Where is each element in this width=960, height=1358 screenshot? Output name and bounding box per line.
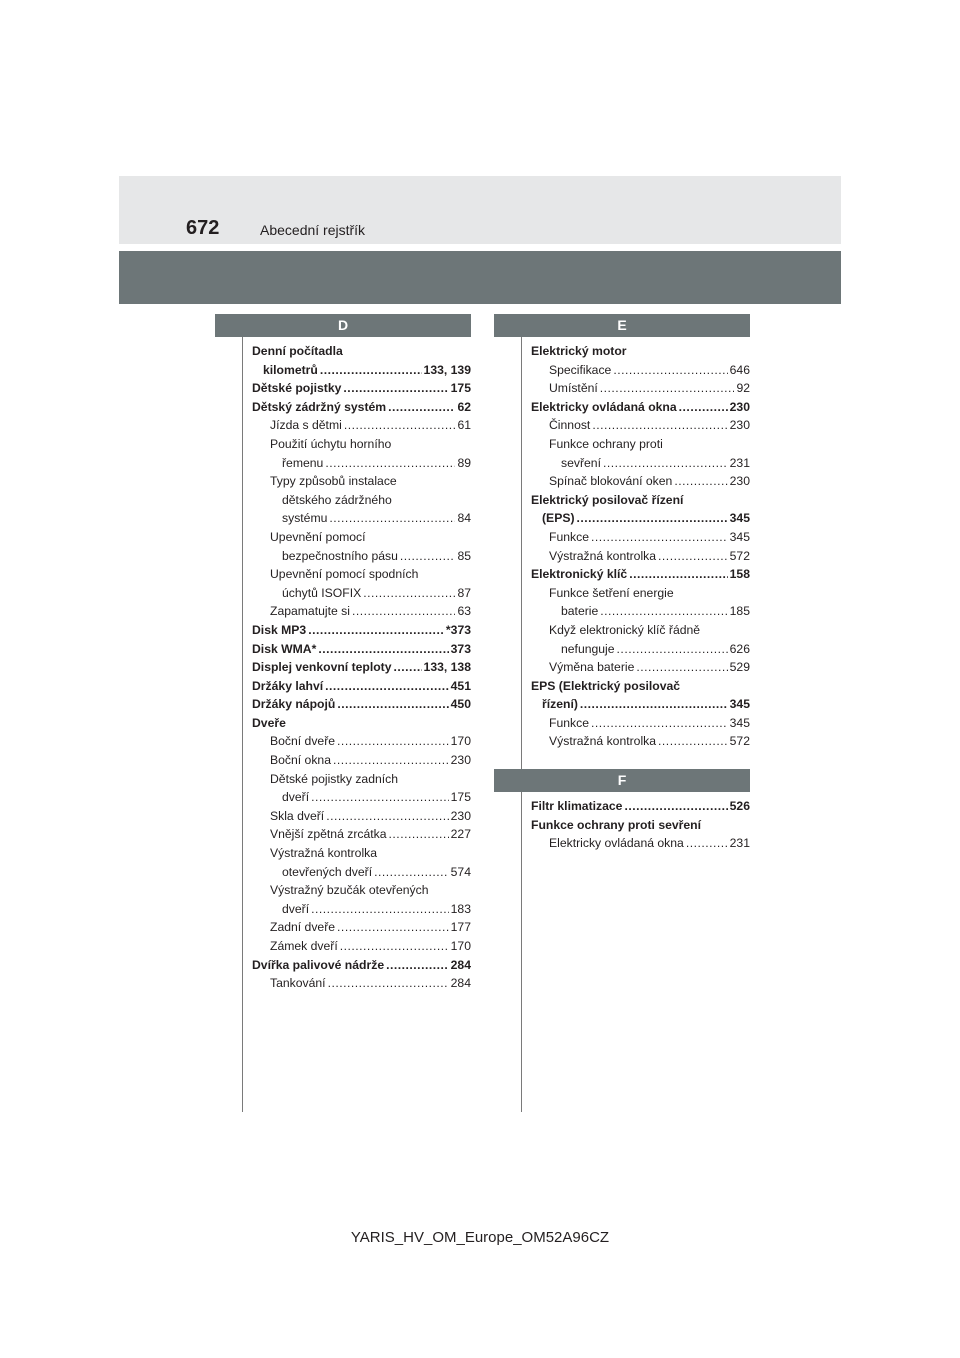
index-entry-page: 345 — [729, 511, 750, 526]
index-entry — [531, 379, 750, 398]
index-entry — [252, 881, 471, 900]
index-entry-text: Funkce ochrany proti sevření — [531, 817, 702, 832]
index-entry-text: Funkce šetření energie — [549, 585, 674, 600]
index-entry-page: 170 — [450, 734, 471, 749]
index-entry-page: 572 — [729, 548, 750, 563]
leader-dots — [318, 640, 448, 659]
index-column-left — [215, 314, 471, 993]
leader-dots — [400, 547, 456, 566]
index-entry-text: Zapamatujte si — [270, 604, 350, 619]
index-entry-page: 574 — [450, 864, 471, 879]
index-entry — [252, 602, 471, 621]
index-entry — [531, 797, 750, 816]
index-entry-text: systému — [282, 511, 328, 526]
index-entry-text: řízení) — [542, 697, 578, 712]
index-entry — [531, 342, 750, 361]
index-entry-page: 284 — [450, 957, 471, 972]
index-entry — [252, 677, 471, 696]
index-entry-text: Boční okna — [270, 753, 331, 768]
index-entry-text: Skla dveří — [270, 808, 325, 823]
index-entry-page: 92 — [736, 381, 750, 396]
index-entry-page: 231 — [729, 455, 750, 470]
index-entry — [252, 714, 471, 733]
index-entry — [531, 732, 750, 751]
index-entry-page: 230 — [450, 808, 471, 823]
index-entry-page: 61 — [457, 418, 471, 433]
index-entry — [252, 751, 471, 770]
index-entry-text: Dětské pojistky zadních — [270, 771, 399, 786]
index-entry-text: Výstražná kontrolka — [270, 846, 378, 861]
index-entry-text: Výstražná kontrolka — [549, 734, 657, 749]
leader-dots — [363, 584, 455, 603]
index-entry — [252, 770, 471, 789]
index-entry-page: 230 — [729, 474, 750, 489]
leader-dots — [344, 416, 456, 435]
index-entry-text: Upevnění pomocí spodních — [270, 567, 419, 582]
index-entry-page: 87 — [457, 585, 471, 600]
index-entry-page: 177 — [450, 920, 471, 935]
index-entry-text: Elektricky ovládaná okna — [531, 399, 677, 414]
index-entry — [252, 640, 471, 659]
index-entry-text: Elektrický motor — [531, 344, 627, 358]
index-entry-text: Zadní dveře — [270, 920, 336, 935]
index-entry — [252, 528, 471, 547]
index-entry — [252, 863, 471, 882]
index-entry-text: Držáky lahví — [252, 678, 324, 693]
leader-dots — [308, 621, 444, 640]
leader-dots — [311, 788, 449, 807]
index-entry-text: Tankování — [270, 976, 326, 991]
index-entries-f — [494, 792, 750, 853]
index-entry — [252, 918, 471, 937]
index-entry-page: 158 — [729, 567, 750, 582]
leader-dots — [577, 509, 728, 528]
leader-dots — [617, 640, 728, 659]
index-entry-page: 62 — [457, 399, 471, 414]
index-column-right — [494, 314, 750, 853]
index-entry-text: dětského zádržného — [282, 492, 392, 507]
index-entry-text: Výstražný bzučák otevřených — [270, 883, 429, 898]
leader-dots — [591, 714, 728, 733]
index-entry-page: 451 — [450, 678, 471, 693]
index-entry-text: Filtr klimatizace — [531, 799, 623, 814]
index-entry — [252, 454, 471, 473]
index-entry-text: Držáky nápojů — [252, 697, 336, 712]
index-entry-page: 284 — [450, 976, 471, 991]
index-entry — [252, 844, 471, 863]
leader-dots — [580, 695, 728, 714]
index-entry-text: Umístění — [549, 381, 598, 396]
index-entry-page: 133, 138 — [423, 660, 471, 675]
index-entry-text: Když elektronický klíč řádně — [549, 622, 701, 637]
index-entry — [531, 834, 750, 853]
leader-dots — [386, 956, 449, 975]
index-entry — [531, 602, 750, 621]
index-entry — [531, 640, 750, 659]
index-entry-page: 227 — [450, 827, 471, 842]
leader-dots — [326, 807, 448, 826]
index-entry-text: Vnější zpětná zrcátka — [270, 827, 387, 842]
index-entry-text: Specifikace — [549, 362, 612, 377]
leader-dots — [600, 602, 727, 621]
leader-dots — [337, 695, 448, 714]
leader-dots — [600, 379, 735, 398]
index-entry — [252, 658, 471, 677]
leader-dots — [329, 509, 455, 528]
index-entry-text: Výměna baterie — [549, 660, 635, 675]
letter-heading-d: D — [215, 314, 471, 337]
index-entry — [252, 361, 471, 380]
index-entry-text: EPS (Elektrický posilovač — [531, 678, 681, 693]
index-entry — [252, 937, 471, 956]
leader-dots — [658, 732, 728, 751]
index-entry — [252, 621, 471, 640]
index-entry — [531, 435, 750, 454]
leader-dots — [674, 472, 727, 491]
index-entry-text: Dětské pojistky — [252, 381, 342, 396]
index-entry-text: nefunguje — [561, 641, 615, 656]
index-entry — [252, 379, 471, 398]
index-entry — [531, 565, 750, 584]
page-title: Abecední rejstřík — [260, 222, 366, 238]
index-entry-page: 450 — [450, 697, 471, 712]
leader-dots — [679, 398, 728, 417]
index-entry-page: 170 — [450, 939, 471, 953]
leader-dots — [603, 454, 728, 473]
leader-dots — [636, 658, 727, 677]
index-entry-text: Elektricky ovládaná okna — [549, 836, 684, 851]
index-entry-page: 345 — [729, 697, 750, 712]
index-entry-page: 175 — [450, 790, 471, 805]
index-entry-text: Denní počítadla — [252, 344, 343, 358]
index-entry-text: Funkce — [549, 715, 589, 730]
index-entry-page: 345 — [729, 715, 750, 730]
index-entry-text: úchytů ISOFIX — [282, 585, 362, 600]
index-entry-text: Dvířka palivové nádrže — [252, 957, 385, 972]
leader-dots — [320, 361, 422, 380]
index-entry — [531, 695, 750, 714]
index-entry-text: Dětský zádržný systém — [252, 399, 387, 414]
index-entry — [531, 714, 750, 733]
index-entry-text: bezpečnostního pásu — [282, 548, 398, 563]
leader-dots — [333, 751, 449, 770]
index-entry-text: Boční dveře — [270, 734, 336, 749]
index-entry-text: Elektrický posilovač řízení — [531, 492, 684, 507]
index-entries-e — [494, 337, 750, 751]
index-entry-text: Spínač blokování oken — [549, 474, 673, 489]
index-entry-page: 529 — [729, 660, 750, 675]
index-entry-text: baterie — [561, 604, 599, 619]
index-entry — [531, 472, 750, 491]
index-entry-text: Displej venkovní teploty — [252, 660, 392, 675]
index-entry-page: 183 — [450, 901, 471, 916]
index-entry — [252, 974, 471, 993]
index-entry-page: 85 — [457, 548, 471, 563]
index-entry-page: 84 — [457, 511, 471, 526]
index-entry-page: 231 — [729, 836, 750, 851]
index-entry — [531, 398, 750, 417]
leader-dots — [340, 937, 449, 956]
index-entry — [252, 547, 471, 566]
index-entry-page: 230 — [729, 399, 750, 414]
leader-dots — [629, 565, 727, 584]
leader-dots — [343, 379, 448, 398]
leader-dots — [325, 454, 455, 473]
index-entry-page: 175 — [450, 381, 471, 396]
index-entry-page: 572 — [729, 734, 750, 749]
index-entry-text: Disk WMA* — [252, 641, 317, 656]
index-entry-text: kilometrů — [263, 362, 318, 377]
index-entry-page: 185 — [729, 604, 750, 619]
index-entry — [252, 695, 471, 714]
index-entries-d — [215, 337, 471, 993]
index-entry-page: *373 — [445, 622, 471, 637]
index-entry — [252, 900, 471, 919]
index-entry — [531, 491, 750, 510]
index-entry — [252, 472, 471, 491]
index-entry-text: sevření — [561, 455, 601, 470]
index-entry — [252, 435, 471, 454]
index-entry — [531, 621, 750, 640]
index-entry-page: 373 — [450, 641, 471, 656]
leader-dots — [592, 416, 727, 435]
leader-dots — [686, 834, 728, 853]
index-entry — [531, 454, 750, 473]
index-entry — [531, 528, 750, 547]
index-entry-page: 526 — [729, 799, 750, 814]
index-entry-text: Funkce ochrany proti — [549, 436, 663, 451]
index-entry-text: Zámek dveří — [270, 939, 338, 953]
index-entry — [252, 788, 471, 807]
index-entry — [252, 732, 471, 751]
header-dark-band — [119, 251, 841, 304]
index-entry-text: Disk MP3 — [252, 622, 307, 637]
index-entry — [252, 956, 471, 975]
index-entry-page: 646 — [729, 362, 750, 377]
leader-dots — [352, 602, 456, 621]
index-entry — [531, 816, 750, 835]
index-entry — [531, 677, 750, 696]
leader-dots — [394, 658, 422, 677]
index-entry — [252, 565, 471, 584]
letter-heading-f: F — [494, 769, 750, 792]
index-entry-text: Výstražná kontrolka — [549, 548, 657, 563]
index-entry-text: otevřených dveří — [282, 864, 373, 879]
index-entry — [531, 509, 750, 528]
index-entry-page: 133, 139 — [423, 362, 471, 377]
index-entry-text: Činnost — [549, 418, 591, 433]
document-code: YARIS_HV_OM_Europe_OM52A96CZ — [350, 1229, 610, 1246]
index-entry — [531, 658, 750, 677]
index-entry — [531, 584, 750, 603]
index-entry-page: 89 — [457, 455, 471, 470]
index-entry — [252, 584, 471, 603]
index-entry-page: 626 — [729, 641, 750, 656]
index-entry-text: řemenu — [282, 455, 324, 470]
index-entry — [252, 807, 471, 826]
leader-dots — [388, 398, 455, 417]
index-entry-text: Jízda s dětmi — [270, 418, 342, 433]
leader-dots — [389, 825, 449, 844]
leader-dots — [311, 900, 449, 919]
leader-dots — [337, 918, 449, 937]
leader-dots — [624, 797, 727, 816]
index-entry — [252, 825, 471, 844]
index-entry-text: Dveře — [252, 715, 286, 730]
index-entry — [252, 398, 471, 417]
index-entry-text: Použití úchytu horního — [270, 436, 392, 451]
page-number: 672 — [186, 217, 220, 239]
index-entry-page: 345 — [729, 529, 750, 544]
index-entry — [252, 509, 471, 528]
index-entry-text: (EPS) — [542, 511, 575, 526]
index-entry-page: 230 — [450, 753, 471, 768]
index-entry — [252, 416, 471, 435]
index-entry-text: dveří — [282, 790, 310, 805]
index-entry — [252, 491, 471, 510]
index-entry-text: Funkce — [549, 529, 589, 544]
leader-dots — [591, 528, 728, 547]
leader-dots — [328, 974, 449, 993]
index-entry-text: Upevnění pomocí — [270, 529, 366, 544]
leader-dots — [613, 361, 727, 380]
index-entry — [252, 342, 471, 361]
leader-dots — [374, 863, 449, 882]
header-band — [119, 176, 841, 244]
index-entry-text: Elektronický klíč — [531, 567, 628, 582]
leader-dots — [658, 547, 728, 566]
index-entry-page: 63 — [457, 604, 471, 619]
leader-dots — [325, 677, 449, 696]
index-entry — [531, 361, 750, 380]
index-entry-text: dveří — [282, 901, 310, 916]
index-entry-page: 230 — [729, 418, 750, 433]
index-entry-text: Typy způsobů instalace — [270, 474, 397, 489]
index-entry — [531, 547, 750, 566]
letter-heading-e: E — [494, 314, 750, 337]
leader-dots — [337, 732, 449, 751]
index-entry — [531, 416, 750, 435]
